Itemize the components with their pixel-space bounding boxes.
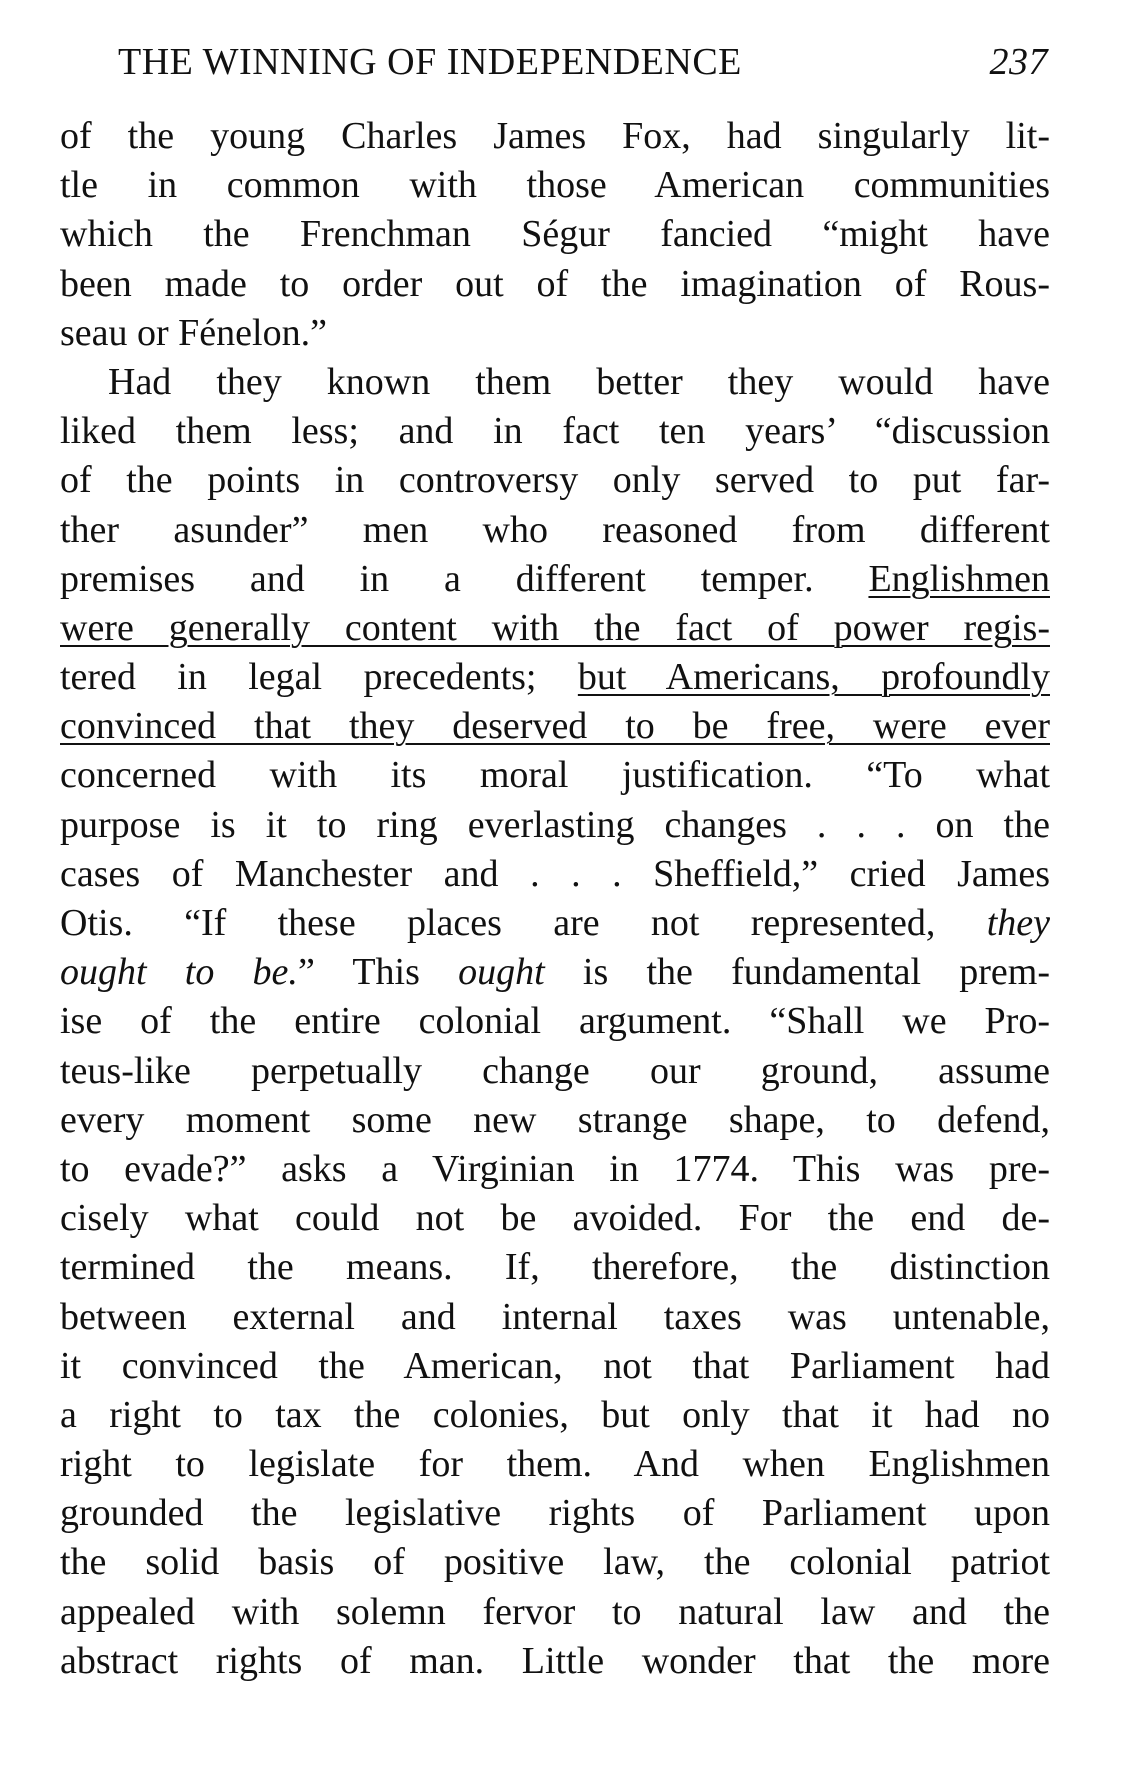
text-line-with-italic xyxy=(60,899,1050,948)
text-line: termined the means. If, therefore, the distinction xyxy=(60,1246,1050,1289)
text-line-underlined-end xyxy=(60,653,1050,702)
text-line: to evade?” asks a Virginian in 1774. This was pre- xyxy=(60,1147,1050,1190)
text-line: ther asunder” men who reasoned from different xyxy=(60,508,1050,551)
text-line: tle in common with those American communities xyxy=(60,164,1050,207)
text-line: it convinced the American, not that Parliament had xyxy=(60,1344,1050,1387)
text-line: which the Frenchman Ségur fancied “might have xyxy=(60,213,1050,256)
text-segment: Otis. “If these places are not represented, xyxy=(60,902,987,944)
text-line: concerned with its moral justification. “To what xyxy=(60,754,1050,797)
pencil-underlined-text: Englishmen xyxy=(868,557,1050,600)
text-line: a right to tax the colonies, but only that it had no xyxy=(60,1393,1050,1436)
paragraph-start-line: Had they known them better they would have xyxy=(108,360,1050,403)
text-line-underlined-end xyxy=(60,555,1050,604)
text-line: teus-like perpetually change our ground, assume xyxy=(60,1049,1050,1092)
text-segment: premises and in a different temper. xyxy=(60,557,869,600)
italic-text: they xyxy=(986,902,1050,944)
text-line-with-italic xyxy=(60,948,1050,997)
text-line: purpose is it to ring everlasting changes . . . on the xyxy=(60,803,1050,846)
pencil-underlined-text: but Americans, profoundly xyxy=(577,656,1050,699)
text-line: between external and internal taxes was untenable, xyxy=(60,1295,1050,1338)
running-head-title: THE WINNING OF INDEPENDENCE xyxy=(118,41,742,83)
text-line: every moment some new strange shape, to defend, xyxy=(60,1098,1050,1141)
text-line: ise of the entire colonial argument. “Shall we Pro- xyxy=(60,1000,1050,1043)
page-number: 237 xyxy=(989,41,1048,83)
running-head xyxy=(118,40,1048,92)
text-line: abstract rights of man. Little wonder that the more xyxy=(60,1639,1050,1682)
text-line: liked them less; and in fact ten years’ “discussion xyxy=(60,410,1050,453)
italic-text: ought to be. xyxy=(60,951,298,994)
text-segment: ” This xyxy=(297,951,459,994)
text-line: grounded the legislative rights of Parliament upon xyxy=(60,1492,1050,1535)
text-segment: is the fundamental prem- xyxy=(544,951,1050,994)
text-segment: tered in legal precedents; xyxy=(60,656,578,699)
text-line: right to legislate for them. And when Englishmen xyxy=(60,1443,1050,1486)
text-line: cases of Manchester and . . . Sheffield,” cried James xyxy=(60,852,1050,895)
italic-text: ought xyxy=(458,951,545,994)
text-line: of the young Charles James Fox, had singularly lit- xyxy=(60,115,1050,157)
body-text xyxy=(60,112,1050,1686)
text-line: appealed with solemn fervor to natural law and the xyxy=(60,1590,1050,1633)
text-line: of the points in controversy only served to put far- xyxy=(60,459,1050,502)
text-line: cisely what could not be avoided. For the end de- xyxy=(60,1197,1050,1240)
pencil-underlined-line: convinced that they deserved to be free, were ever xyxy=(60,705,1050,748)
pencil-underlined-line: were generally content with the fact of power regis- xyxy=(60,606,1050,649)
text-line: seau or Fénelon.” xyxy=(60,311,327,354)
text-line: the solid basis of positive law, the colonial patriot xyxy=(60,1541,1050,1584)
text-line: been made to order out of the imagination of Rous- xyxy=(60,262,1050,305)
